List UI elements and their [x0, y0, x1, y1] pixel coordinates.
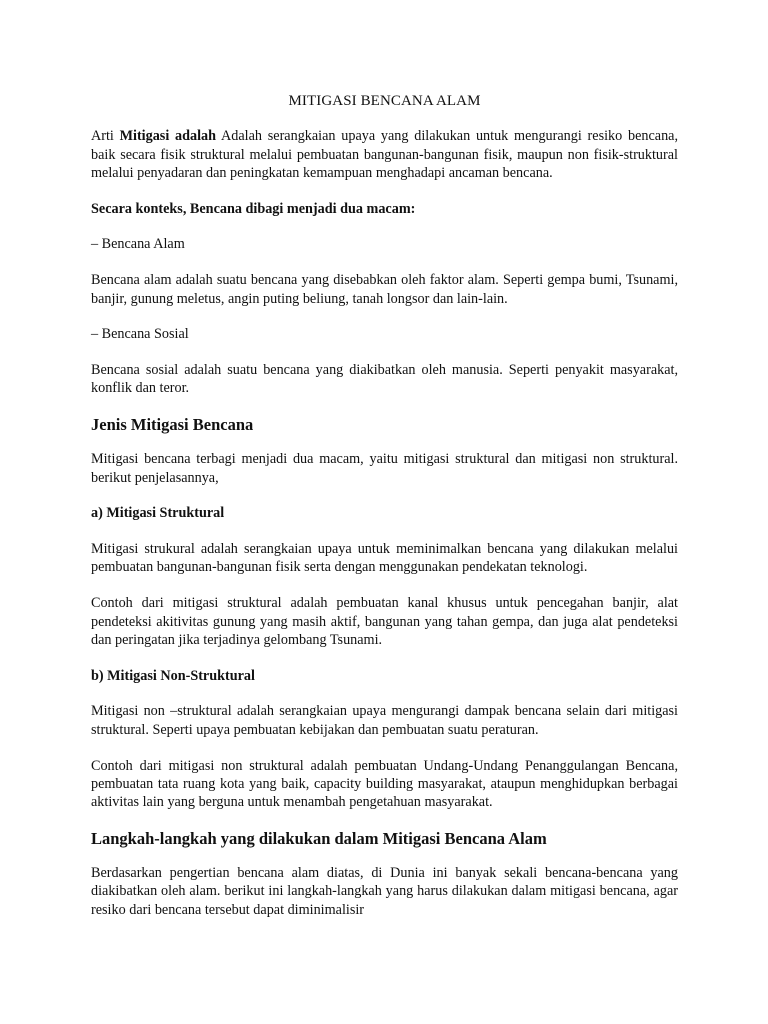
langkah-paragraph: Berdasarkan pengertian bencana alam diatas, di Dunia ini banyak sekali bencana-bencana yang diakibatkan oleh alam. berikut ini langkah-langkah yang harus dilakukan dalam mitigasi bencana, agar resiko dari bencana tersebut dapat diminimalisir [91, 864, 678, 918]
mitigasi-nonstruktural-heading: b) Mitigasi Non-Struktural [91, 667, 255, 684]
mitigasi-struktural-paragraph: Mitigasi strukural adalah serangkaian upaya untuk meminimalkan bencana yang dilakukan melalui pembuatan bangunan-bangunan fisik serta dengan menggunakan pendekatan teknologi. [91, 541, 678, 576]
jenis-mitigasi-heading: Jenis Mitigasi Bencana [91, 415, 254, 435]
intro-paragraph [91, 127, 678, 182]
intro-rest: Adalah serangkaian upaya yang dilakukan untuk mengurangi resiko bencana, baik secara fisik struktural melalui pembuatan bangunan-bangunan fisik, maupun non fisik-struktural melalui penyadaran dan peningkatan kemampuan menghadapi ancaman bencana. [91, 128, 679, 181]
jenis-mitigasi-paragraph: Mitigasi bencana terbagi menjadi dua macam, yaitu mitigasi struktural dan mitigasi non struktural. berikut penjelasannya, [91, 451, 678, 486]
intro-bold-term: Mitigasi adalah [119, 128, 217, 145]
bencana-sosial-paragraph: Bencana sosial adalah suatu bencana yang diakibatkan oleh manusia. Seperti penyakit masyarakat, konflik dan teror. [91, 362, 678, 397]
langkah-heading: Langkah-langkah yang dilakukan dalam Mitigasi Bencana Alam [91, 828, 547, 848]
konteks-heading: Secara konteks, Bencana dibagi menjadi dua macam: [91, 200, 416, 217]
bencana-alam-paragraph: Bencana alam adalah suatu bencana yang disebabkan oleh faktor alam. Seperti gempa bumi, Tsunami, banjir, gunung meletus, angin puting beliung, tanah longsor dan lain-lain. [91, 272, 678, 307]
intro-lead: Arti [91, 128, 120, 145]
mitigasi-struktural-contoh: Contoh dari mitigasi struktural adalah pembuatan kanal khusus untuk pencegahan banjir, alat pendeteksi akitivitas gunung yang masih aktif, bangunan yang tahan gempa, dan juga alat pendeteksi dan peringatan jika terjadinya gelombang Tsunami. [91, 595, 678, 648]
mitigasi-nonstruktural-paragraph: Mitigasi non –struktural adalah serangkaian upaya mengurangi dampak bencana selain dari mitigasi struktural. Seperti upaya pembuatan kebijakan dan pembuatan suatu peraturan. [91, 703, 678, 738]
bencana-sosial-label: – Bencana Sosial [91, 326, 189, 343]
bencana-alam-label: – Bencana Alam [91, 236, 185, 253]
mitigasi-struktural-heading: a) Mitigasi Struktural [91, 505, 225, 522]
page-title: MITIGASI BENCANA ALAM [288, 93, 481, 109]
mitigasi-nonstruktural-contoh: Contoh dari mitigasi non struktural adalah pembuatan Undang-Undang Penanggulangan Bencana, pembuatan tata ruang kota yang baik, capacity building masyarakat, ataupun menghidupkan berbagai aktivitas lain yang berguna untuk menambah pengetahuan masyarakat. [91, 757, 678, 811]
